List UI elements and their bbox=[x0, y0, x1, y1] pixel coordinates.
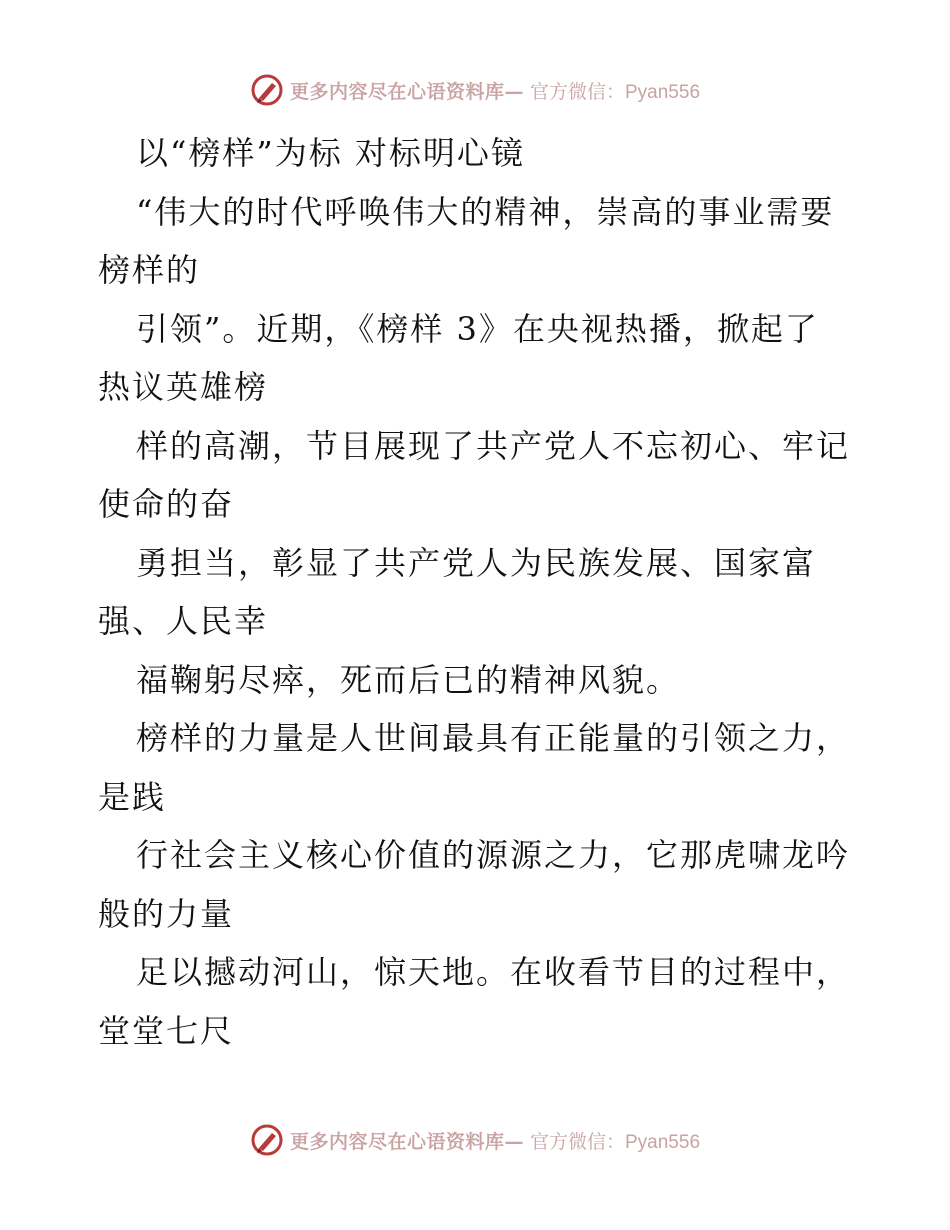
pen-logo-icon bbox=[250, 1123, 284, 1157]
paragraph-line: 以“榜样”为标 对标明心镜 bbox=[136, 134, 525, 172]
paragraph-line: “伟大的时代呼唤伟大的精神，崇高的事业需要 bbox=[136, 192, 835, 231]
paragraph-line: 强、人民幸 bbox=[98, 602, 269, 640]
document-body bbox=[98, 124, 858, 1060]
header-banner bbox=[0, 72, 950, 108]
paragraph-line: 行社会主义核心价值的源源之力，它那虎啸龙吟 bbox=[136, 836, 851, 874]
paragraph-line: 勇担当，彰显了共产党人为民族发展、国家富 bbox=[136, 543, 817, 582]
paragraph-line: 般的力量 bbox=[98, 894, 235, 933]
footer-banner bbox=[0, 1122, 950, 1158]
paragraph-line: 使命的奋 bbox=[98, 485, 235, 523]
footer-banner-text: 更多内容尽在心语资料库— bbox=[289, 1130, 524, 1153]
paragraph-line: 引领”。近期，《榜样 3》在央视热播，掀起了 bbox=[136, 309, 819, 348]
footer-banner-wechat: 官方微信：Pyan556 bbox=[530, 1131, 701, 1153]
paragraph-line: 是践 bbox=[98, 777, 167, 816]
paragraph-line: 样的高潮，节目展现了共产党人不忘初心、牢记 bbox=[136, 426, 851, 465]
paragraph-line: 热议英雄榜 bbox=[98, 368, 269, 406]
paragraph-line: 足以撼动河山，惊天地。在收看节目的过程中， bbox=[136, 953, 851, 991]
paragraph-line: 榜样的 bbox=[98, 251, 201, 289]
paragraph-line: 榜样的力量是人世间最具有正能量的引领之力， bbox=[136, 719, 851, 757]
header-banner-wechat: 官方微信：Pyan556 bbox=[530, 81, 701, 103]
pen-logo-icon bbox=[250, 73, 284, 107]
header-banner-text: 更多内容尽在心语资料库— bbox=[289, 80, 524, 103]
paragraph-line: 堂堂七尺 bbox=[98, 1011, 235, 1050]
paragraph-line: 福鞠躬尽瘁，死而后已的精神风貌。 bbox=[136, 660, 681, 699]
